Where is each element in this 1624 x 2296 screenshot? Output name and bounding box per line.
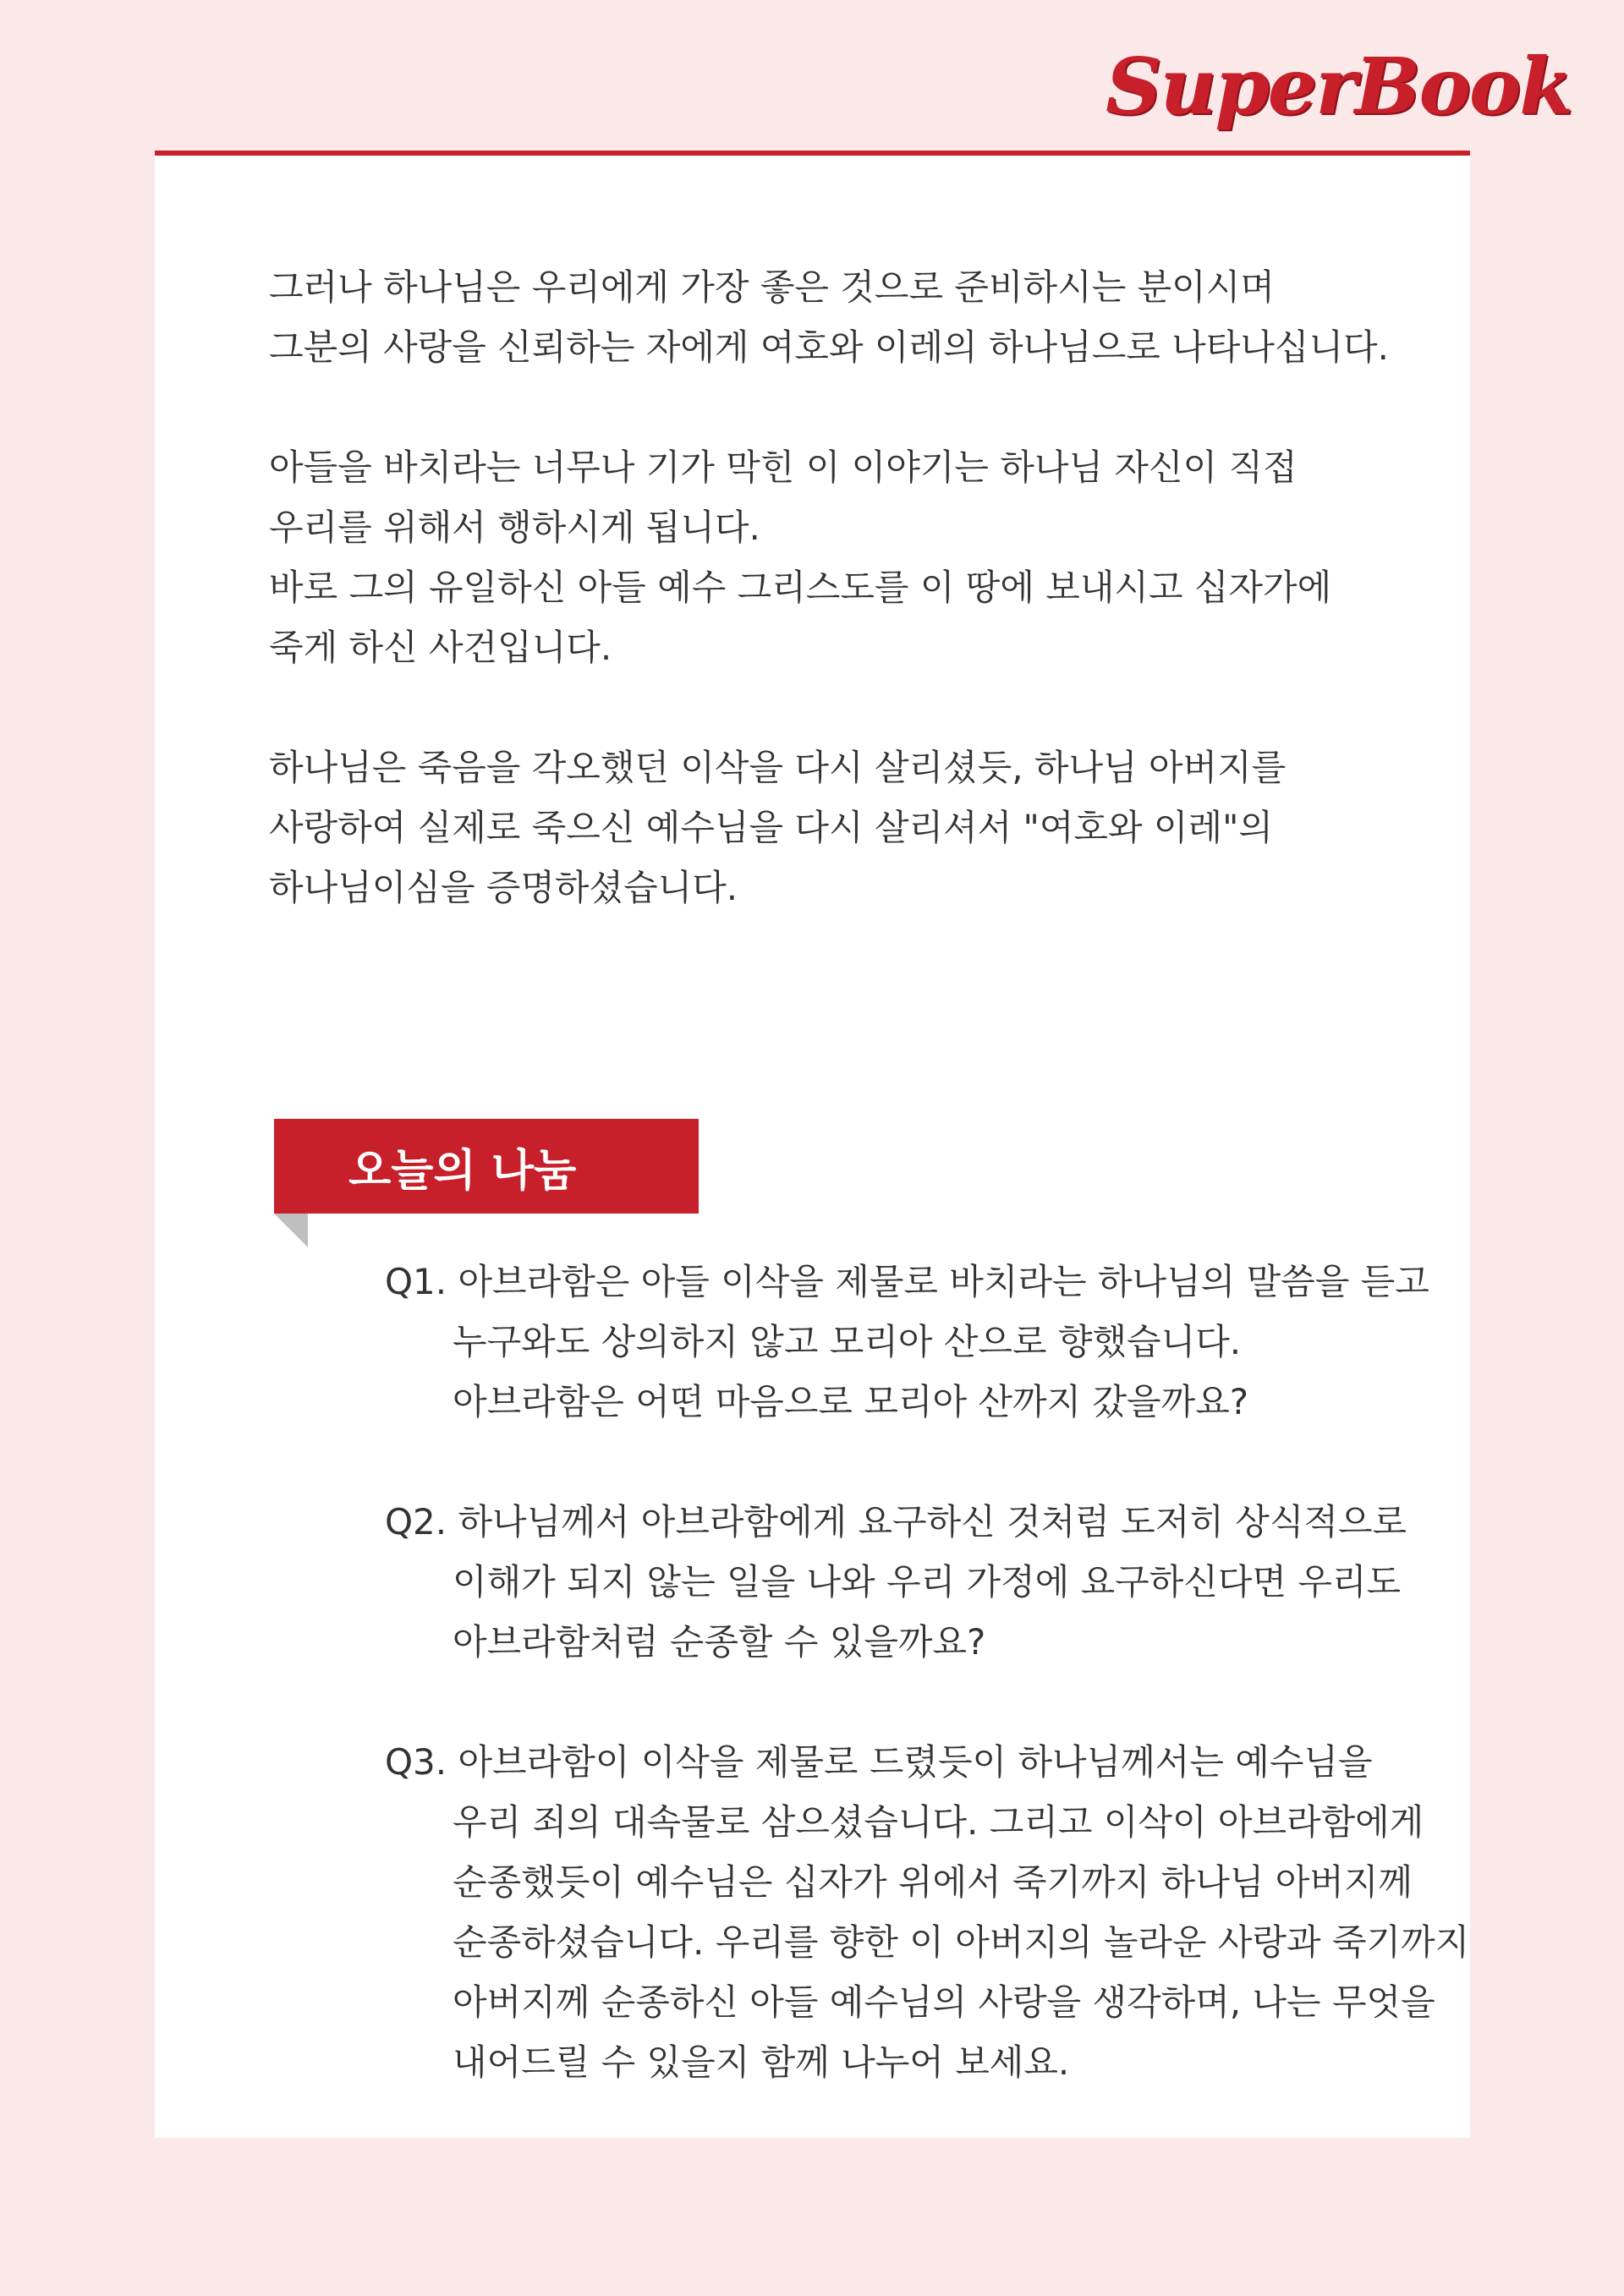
question-line: 아브라함은 어떤 마음으로 모리아 산까지 갔을까요?: [453, 1381, 1249, 1422]
intro-paragraph: [269, 257, 1436, 377]
question-line: 아버지께 순종하신 아들 예수님의 사랑을 생각하며, 나는 무엇을: [453, 1981, 1435, 2023]
intro-text: [269, 257, 1436, 978]
question-line: 우리 죄의 대속물로 삼으셨습니다. 그리고 이삭이 아브라함에게: [453, 1801, 1424, 1843]
text-line: 우리를 위해서 행하시게 됩니다.: [269, 507, 760, 548]
question-list: [385, 1252, 1569, 2152]
question-line: 순종했듯이 예수님은 십자가 위에서 죽기까지 하나님 아버지께: [453, 1861, 1413, 1903]
question-line: 아브라함처럼 순종할 수 있을까요?: [453, 1621, 986, 1663]
question-line: 내어드릴 수 있을지 함께 나누어 보세요.: [453, 2041, 1070, 2083]
superbook-logo: SuperBook: [1106, 41, 1572, 132]
text-line: 죽게 하신 사건입니다.: [269, 627, 612, 668]
text-line: 하나님이심을 증명하셨습니다.: [269, 867, 738, 908]
question-line: Q2. 하나님께서 아브라함에게 요구하신 것처럼 도저히 상식적으로: [385, 1501, 1407, 1543]
question-item: [385, 1492, 1569, 1672]
content-sheet: [155, 151, 1470, 2138]
text-line: 하나님은 죽음을 각오했던 이삭을 다시 살리셨듯, 하나님 아버지를: [269, 747, 1287, 788]
text-line: 아들을 바치라는 너무나 기가 막힌 이 이야기는 하나님 자신이 직접: [269, 447, 1298, 488]
question-line: 누구와도 상의하지 않고 모리아 산으로 향했습니다.: [453, 1321, 1242, 1362]
text-line: 바로 그의 유일하신 아들 예수 그리스도를 이 땅에 보내시고 십자가에: [269, 567, 1332, 608]
section-banner: [274, 1119, 699, 1214]
question-line: Q3. 아브라함이 이삭을 제물로 드렸듯이 하나님께서는 예수님을: [385, 1741, 1373, 1783]
question-line: 순종하셨습니다. 우리를 향한 이 아버지의 놀라운 사랑과 죽기까지: [453, 1921, 1470, 1963]
section-title: 오늘의 나눔: [348, 1145, 577, 1197]
question-item: [385, 1252, 1569, 1432]
question-item: [385, 1732, 1569, 2092]
text-line: 그분의 사랑을 신뢰하는 자에게 여호와 이레의 하나님으로 나타나십니다.: [269, 326, 1389, 368]
text-line: 그러나 하나님은 우리에게 가장 좋은 것으로 준비하시는 분이시며: [269, 266, 1275, 308]
intro-paragraph: [269, 437, 1436, 677]
question-line: Q1. 아브라함은 아들 이삭을 제물로 바치라는 하나님의 말씀을 듣고: [385, 1261, 1429, 1302]
banner-fold-shadow: [274, 1214, 308, 1247]
intro-paragraph: [269, 737, 1436, 918]
question-line: 이해가 되지 않는 일을 나와 우리 가정에 요구하신다면 우리도: [453, 1561, 1402, 1603]
text-line: 사랑하여 실제로 죽으신 예수님을 다시 살리셔서 "여호와 이레"의: [269, 807, 1273, 848]
